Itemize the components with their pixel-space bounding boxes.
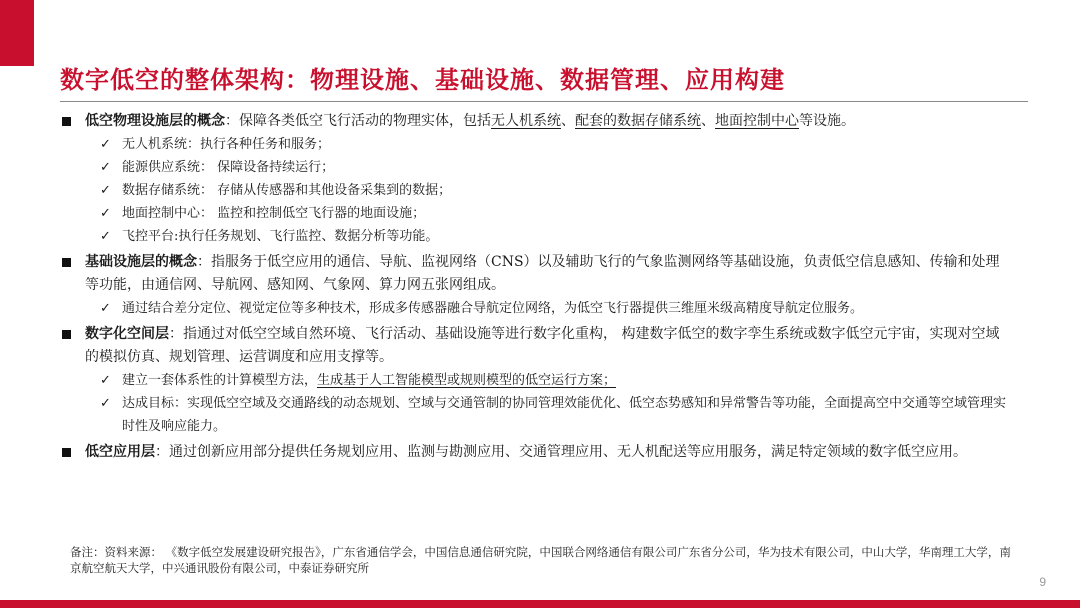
underlined-term-uav-system: 无人机系统 xyxy=(491,113,561,129)
underlined-term-model-scheme: 生成基于人工智能模型或规则模型的低空运行方案； xyxy=(317,373,617,388)
section-title: 基础设施层的概念 xyxy=(85,254,197,270)
checkmark-icon: ✓ xyxy=(100,229,111,244)
title-divider xyxy=(60,101,1028,102)
section-title: 低空物理设施层的概念 xyxy=(85,113,225,129)
section-digital-space-layer xyxy=(62,323,1012,369)
sub-item: ✓ 达成目标：实现低空空域及交通路线的动态规划、空域与交通管制的协同管理效能优化、低空态势感知和异常警告等功能，全面提高空中交通等空域管理实时性及响应能力。 xyxy=(100,392,1012,438)
section-tail-text: 等设施。 xyxy=(799,113,855,129)
checkmark-icon: ✓ xyxy=(100,301,111,316)
content-area xyxy=(62,110,1012,464)
sub-item: ✓ 无人机系统：执行各种任务和服务； xyxy=(100,133,1012,156)
corner-accent-block xyxy=(0,0,34,66)
square-bullet-icon xyxy=(62,330,71,339)
underlined-term-data-storage: 配套的数据存储系统 xyxy=(575,113,701,129)
sub-item: ✓ 地面控制中心： 监控和控制低空飞行器的地面设施； xyxy=(100,202,1012,225)
section-infrastructure-layer xyxy=(62,251,1012,297)
underlined-term-ground-control: 地面控制中心 xyxy=(715,113,799,129)
square-bullet-icon xyxy=(62,258,71,267)
square-bullet-icon xyxy=(62,448,71,457)
section-title: 低空应用层 xyxy=(85,444,155,460)
section-application-layer xyxy=(62,441,1012,464)
checkmark-icon: ✓ xyxy=(100,137,111,152)
sub-item: ✓ 通过结合差分定位、视觉定位等多种技术，形成多传感器融合导航定位网络，为低空飞行器提供三维厘米级高精度导航定位服务。 xyxy=(100,297,1012,320)
page-title: 数字低空的整体架构：物理设施、基础设施、数据管理、应用构建 xyxy=(60,65,785,94)
section-physical-layer: 低空物理设施层的概念：保障各类低空飞行活动的物理实体，包括无人机系统、配套的数据存储系统、地面控制中心等设施。 xyxy=(62,110,1012,133)
section-title: 数字化空间层 xyxy=(85,326,169,342)
square-bullet-icon xyxy=(62,117,71,126)
section-lead-text: ：保障各类低空飞行活动的物理实体，包括 xyxy=(225,113,491,129)
checkmark-icon: ✓ xyxy=(100,160,111,175)
checkmark-icon: ✓ xyxy=(100,183,111,198)
checkmark-icon: ✓ xyxy=(100,373,111,388)
checkmark-icon: ✓ xyxy=(100,396,111,411)
section-body-text: ：通过创新应用部分提供任务规划应用、监测与勘测应用、交通管理应用、无人机配送等应用服务，满足特定领域的数字低空应用。 xyxy=(155,444,967,460)
sub-item: ✓ 飞控平台:执行任务规划、飞行监控、数据分析等功能。 xyxy=(100,225,1012,248)
sub-item: ✓ 建立一套体系性的计算模型方法，生成基于人工智能模型或规则模型的低空运行方案； xyxy=(100,369,1012,392)
checkmark-icon: ✓ xyxy=(100,206,111,221)
page-number: 9 xyxy=(1039,575,1046,589)
section-body-text: ：指通过对低空空域自然环境、飞行活动、基础设施等进行数字化重构， 构建数字低空的数字孪生系统或数字低空元宇宙，实现对空域的模拟仿真、规划管理、运营调度和应用支撑等。 xyxy=(85,326,1000,365)
bottom-accent-bar xyxy=(0,600,1080,608)
source-note: 备注：资料来源： 《数字低空发展建设研究报告》，广东省通信学会，中国信息通信研究院，中国联合网络通信有限公司广东省分公司，华为技术有限公司，中山大学，华南理工大学，南京航空航天大学，中兴通讯股份有限公司，中泰证券研究所 xyxy=(70,545,1011,575)
section-body-text: ：指服务于低空应用的通信、导航、监视网络（CNS）以及辅助飞行的气象监测网络等基础设施，负责低空信息感知、传输和处理等功能，由通信网、导航网、感知网、气象网、算力网五张网组成。 xyxy=(85,254,1000,293)
sub-item: ✓ 能源供应系统： 保障设备持续运行； xyxy=(100,156,1012,179)
sub-item: ✓ 数据存储系统： 存储从传感器和其他设备采集到的数据； xyxy=(100,179,1012,202)
